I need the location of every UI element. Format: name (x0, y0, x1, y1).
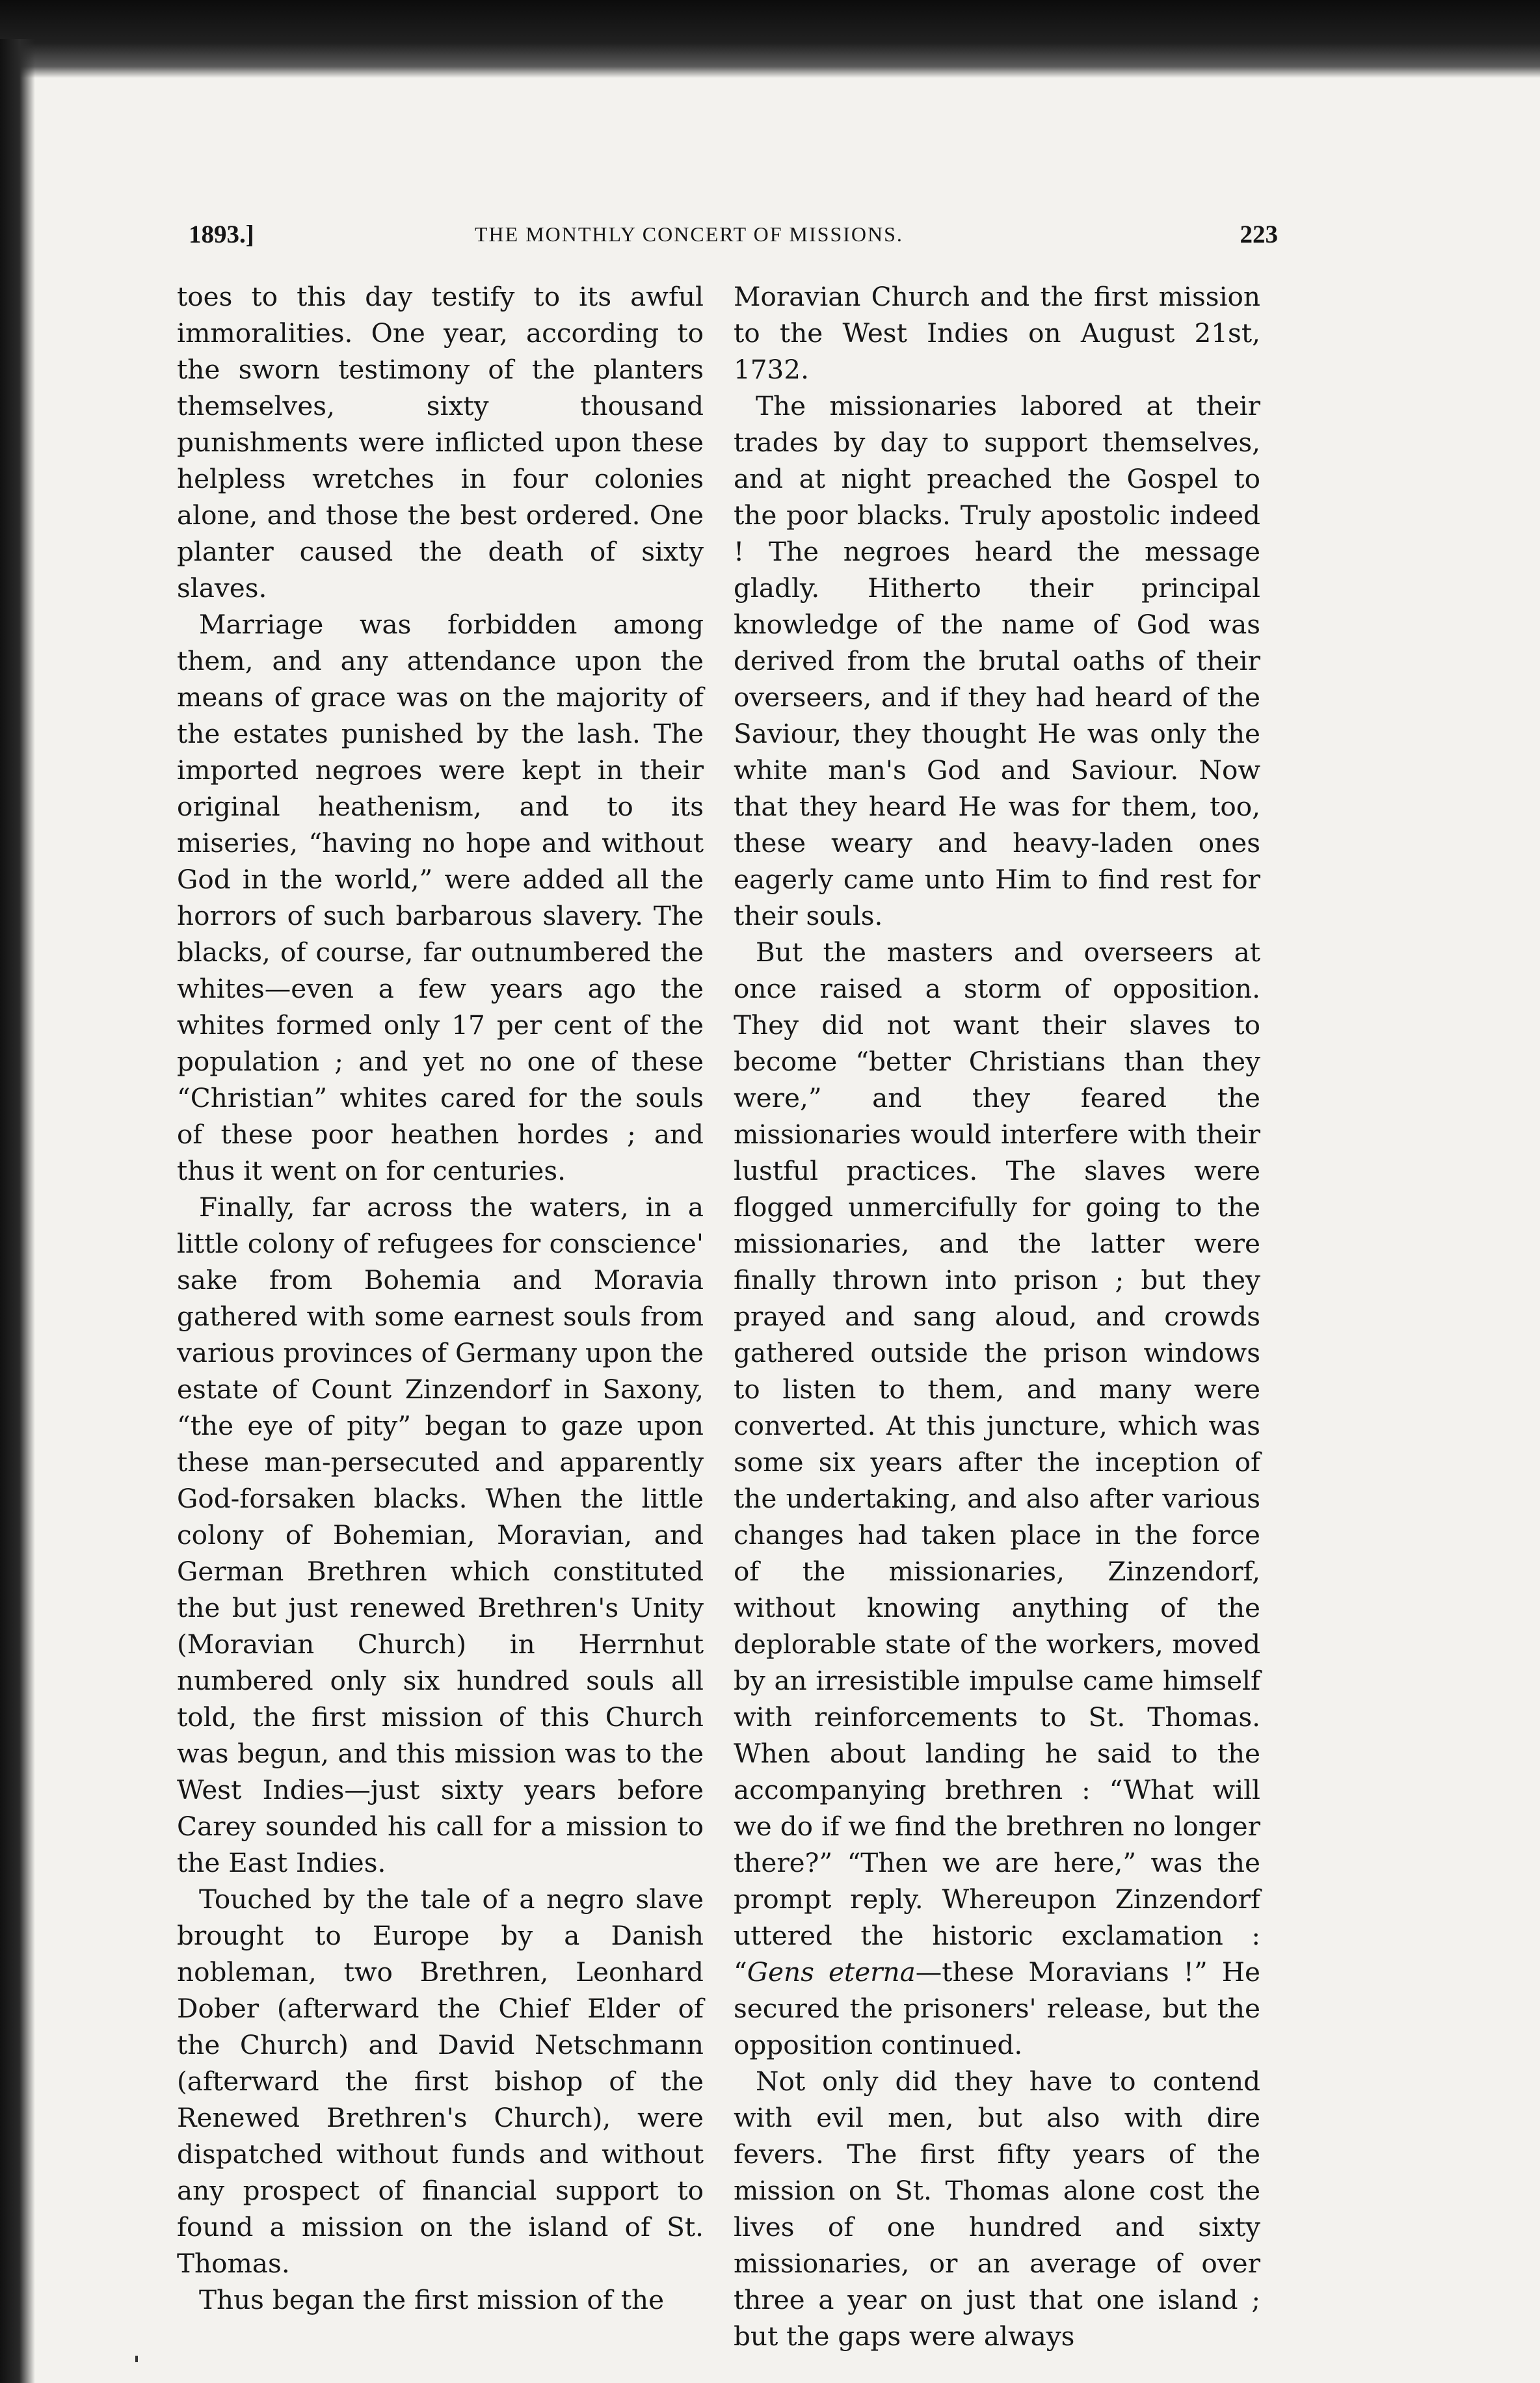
paragraph: Thus began the first mission of the (199, 2284, 665, 2315)
paragraph-text: —these Moravians !” He secured the prisoners' release, but the opposition continued. (734, 1956, 1260, 2060)
paragraph: Marriage was forbidden among them, and any attendance upon the means of grace was on the majority of the estates punished by the lash. The imported negroes were kept in their original heathenism, and to its miseries, “having no hope and without God in the world,” were added all the horrors of such barbarous slavery. The blacks, of course, far outnumbered the whites—even a few years ago the whites formed only 17 per cent of the population ; and yet no one of these “Christian” whites cared for the souls of these poor heathen hordes ; and thus it went on for centuries. (177, 609, 704, 1186)
running-title: THE MONTHLY CONCERT OF MISSIONS. (475, 222, 903, 246)
paragraph: toes to this day testify to its awful immoralities. One year, according to the sworn testimony of the planters themselves, sixty thousand punishments were inflicted upon these helpless wretches in four colonies alone, and those the best ordered. One planter caused the death of sixty slaves. (177, 281, 704, 604)
paragraph (734, 934, 1260, 2063)
open-quote: “ (734, 1956, 747, 1988)
paragraph: Not only did they have to contend with evil men, but also with dire fevers. The first fifty years of the mission on St. Thomas alone cost the lives of one hundred and sixty missionaries, or an average of over three a year on just that one island ; but the gaps were always (734, 2066, 1260, 2352)
paragraph: Finally, far across the waters, in a little colony of refugees for conscience' sake from Bohemia and Moravia gathered with some earnest souls from various provinces of Germany upon the estate of Count Zinzendorf in Saxony, “the eye of pity” began to gaze upon these man-persecuted and apparently God-forsaken blacks. When the little colony of Bohemian, Moravian, and German Brethren which constituted the but just renewed Brethren's Unity (Moravian Church) in Herrnhut numbered only six hundred souls all told, the first mission of this Church was begun, and this mission was to the West Indies—just sixty years before Carey sounded his call for a mission to the East Indies. (177, 1192, 704, 1878)
page-number: 223 (1240, 220, 1278, 248)
scan-shadow-top (0, 0, 1540, 78)
scan-shadow-left (0, 39, 35, 2383)
right-column (734, 278, 1260, 2354)
paragraph: The missionaries labored at their trades by day to support themselves, and at night preached the Gospel to the poor blacks. Truly apostolic indeed ! The negroes heard the message gladly. Hitherto their principal knowledge of the name of God was derived from the brutal oaths of their overseers, and if they had heard of the Saviour, they thought He was only the white man's God and Saviour. Now that they heard He was for them, too, these weary and heavy-laden ones eagerly came unto Him to find rest for their souls. (734, 390, 1260, 931)
header-year: 1893.] (189, 220, 254, 248)
ink-speck (135, 2356, 138, 2362)
left-column (177, 278, 704, 2318)
paragraph-text: But the masters and overseers at once raised a storm of opposition. They did not want their slaves to become “better Christians than they were,” and they feared the missionaries would interfere with their lustful practices. The slaves were flogged unmercifully for going to the missionaries, and the latter were finally thrown into prison ; but they prayed and sang aloud, and crowds gathered outside the prison windows to listen to them, and many were converted. At this juncture, which was some six years after the inception of the undertaking, and also after various changes had taken place in the force of the missionaries, Zinzendorf, without knowing anything of the deplorable state of the workers, moved by an irresistible impulse came himself with reinforcements to St. Thomas. When about landing he said to the accompanying brethren : “What will we do if we find the brethren no longer there?” “Then we are here,” was the prompt reply. Whereupon Zinzendorf uttered the historic exclamation : (734, 937, 1260, 1951)
latin-phrase: Gens eterna (747, 1956, 916, 1988)
page-header (189, 220, 1278, 259)
paragraph: Moravian Church and the first mission to the West Indies on August 21st, 1732. (734, 281, 1260, 385)
paragraph: Touched by the tale of a negro slave brought to Europe by a Danish nobleman, two Brethren, Leonhard Dober (afterward the Chief Elder of the Church) and David Netschmann (afterward the first bishop of the Renewed Brethren's Church), were dispatched without funds and without any prospect of financial support to found a mission on the island of St. Thomas. (177, 1884, 704, 2279)
